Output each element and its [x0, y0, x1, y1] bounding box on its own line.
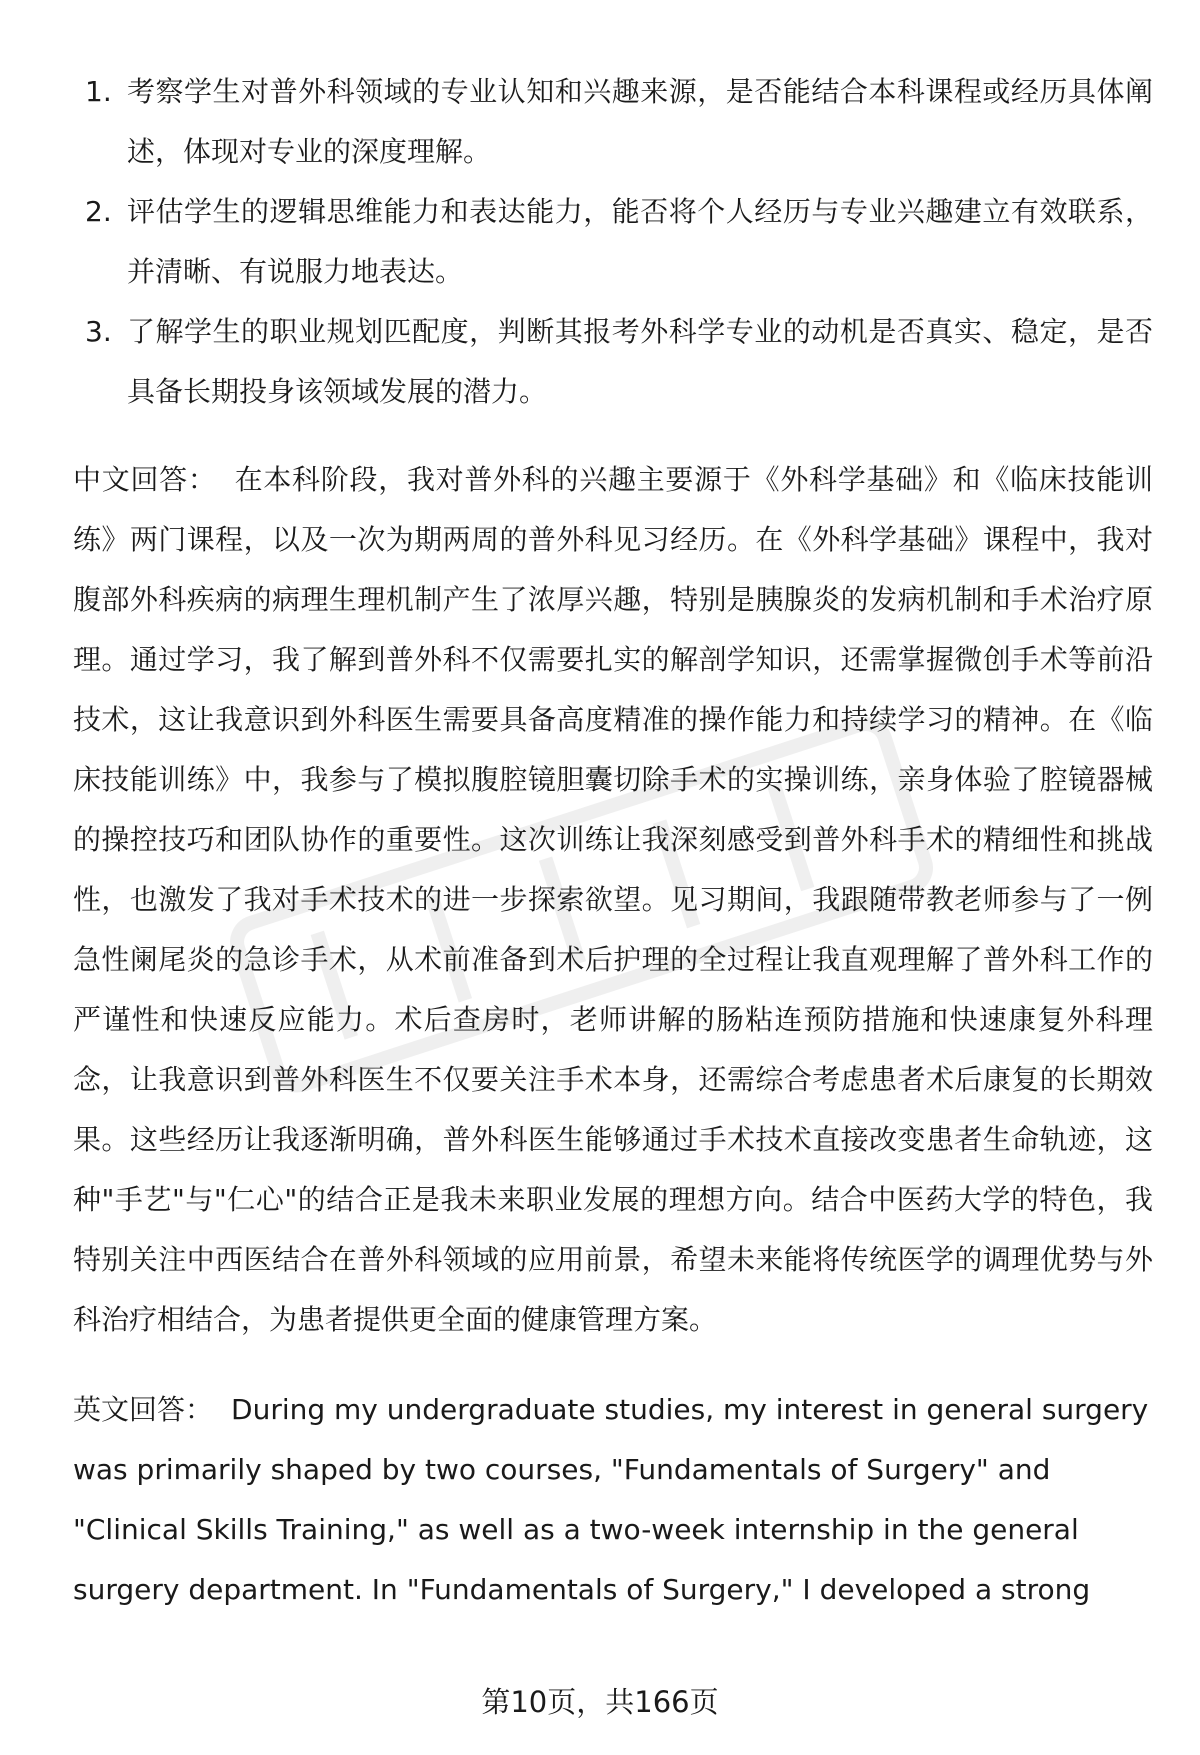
list-item	[73, 62, 1153, 182]
list-item	[73, 302, 1153, 422]
list-item-text: 了解学生的职业规划匹配度，判断其报考外科学专业的动机是否真实、稳定，是否具备长期投身该领域发展的潜力。	[127, 315, 1153, 408]
evaluation-points-list	[73, 62, 1153, 422]
chinese-answer-paragraph	[73, 450, 1153, 1350]
list-item-text: 评估学生的逻辑思维能力和表达能力，能否将个人经历与专业兴趣建立有效联系，并清晰、有说服力地表达。	[127, 195, 1153, 288]
english-answer-text: During my undergraduate studies, my interest in general surgery was primarily shaped by two courses, "Fundamentals of Surgery" and "Clinical Skills Training," as well as a two-week internship in the general surgery department. In "Fundamentals of Surgery," I developed a strong	[73, 1393, 1149, 1606]
list-item-number: 1.	[85, 75, 112, 108]
english-answer-label: 英文回答：	[73, 1393, 214, 1426]
list-item-text: 考察学生对普外科领域的专业认知和兴趣来源，是否能结合本科课程或经历具体阐述，体现对专业的深度理解。	[127, 75, 1153, 168]
list-item-number: 3.	[85, 315, 112, 348]
english-answer-paragraph	[73, 1380, 1153, 1620]
list-item-number: 2.	[85, 195, 112, 228]
chinese-answer-label: 中文回答：	[73, 463, 217, 496]
page-number-footer: 第10页，共166页	[481, 1685, 719, 1719]
chinese-answer-text: 在本科阶段，我对普外科的兴趣主要源于《外科学基础》和《临床技能训练》两门课程，以及一次为期两周的普外科见习经历。在《外科学基础》课程中，我对腹部外科疾病的病理生理机制产生了浓厚兴趣，特别是胰腺炎的发病机制和手术治疗原理。通过学习，我了解到普外科不仅需要扎实的解剖学知识，还需掌握微创手术等前沿技术，这让我意识到外科医生需要具备高度精准的操作能力和持续学习的精神。在《临床技能训练》中，我参与了模拟腹腔镜胆囊切除手术的实操训练，亲身体验了腔镜器械的操控技巧和团队协作的重要性。这次训练让我深刻感受到普外科手术的精细性和挑战性，也激发了我对手术技术的进一步探索欲望。见习期间，我跟随带教老师参与了一例急性阑尾炎的急诊手术，从术前准备到术后护理的全过程让我直观理解了普外科工作的严谨性和快速反应能力。术后查房时，老师讲解的肠粘连预防措施和快速康复外科理念，让我意识到普外科医生不仅要关注手术本身，还需综合考虑患者术后康复的长期效果。这些经历让我逐渐明确，普外科医生能够通过手术技术直接改变患者生命轨迹，这种"手艺"与"仁心"的结合正是我未来职业发展的理想方向。结合中医药大学的特色，我特别关注中西医结合在普外科领域的应用前景，希望未来能将传统医学的调理优势与外科治疗相结合，为患者提供更全面的健康管理方案。	[73, 463, 1153, 1336]
main-content	[73, 62, 1153, 1620]
list-item	[73, 182, 1153, 302]
